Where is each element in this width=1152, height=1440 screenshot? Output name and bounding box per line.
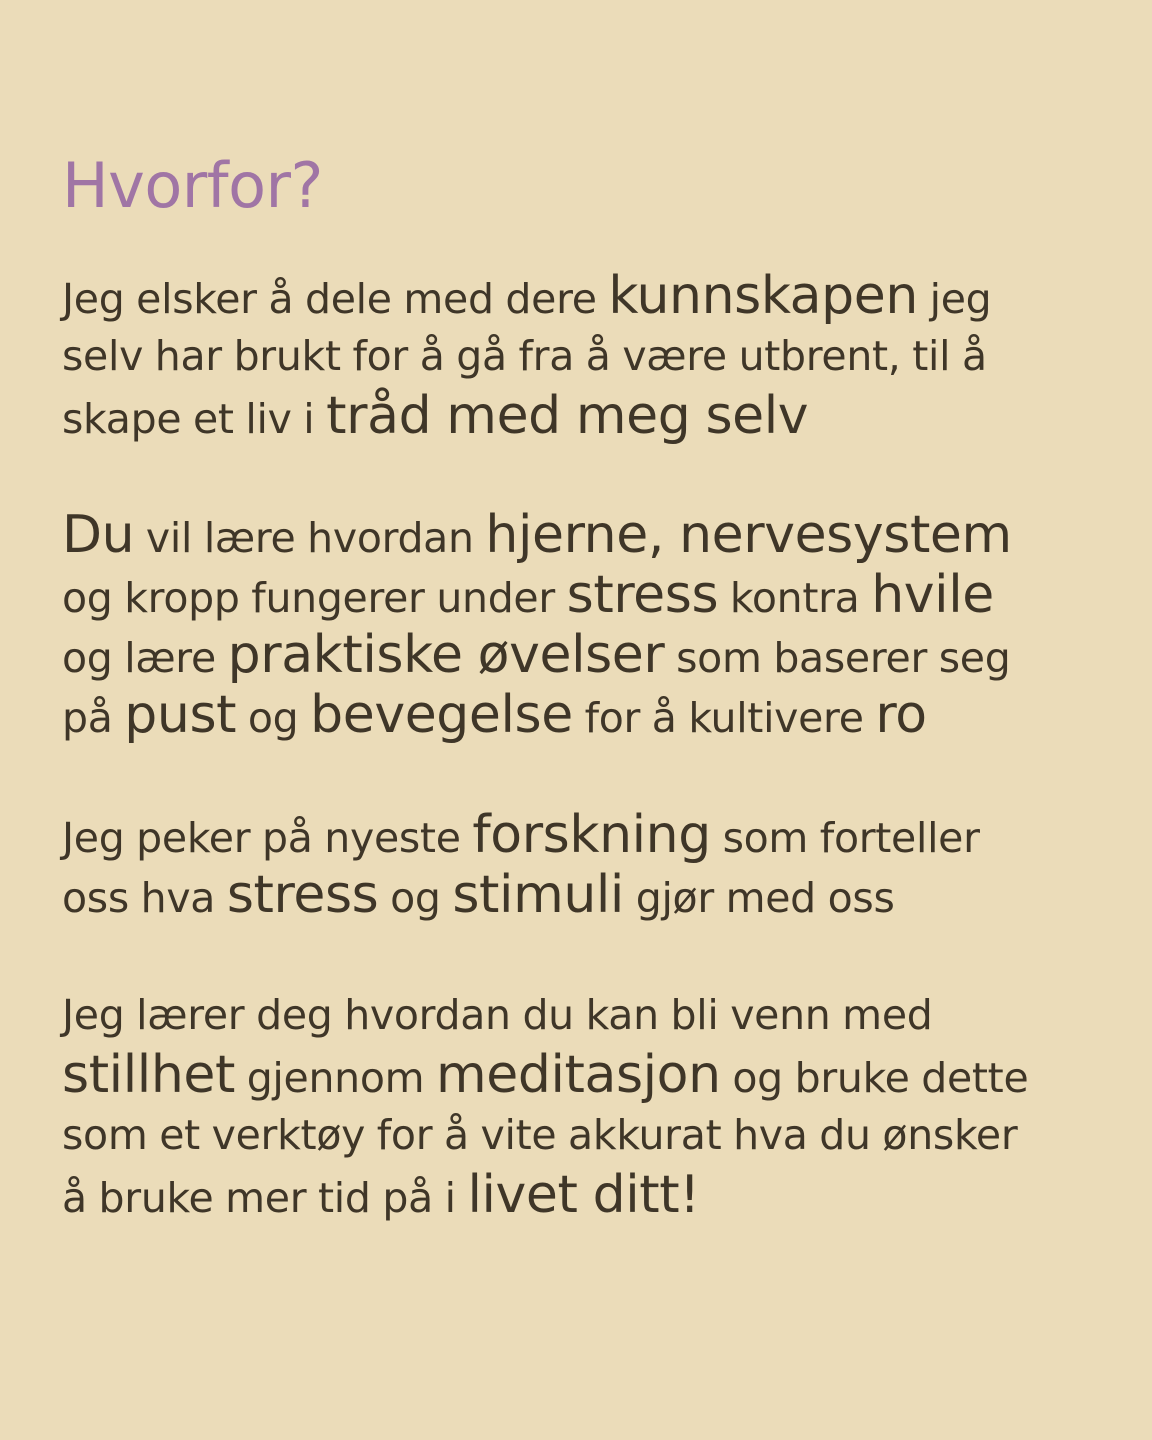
body-text: kontra [718,574,872,622]
emphasized-text: tråd med meg selv [326,386,809,446]
paragraph-what-you-learn [62,505,1132,745]
text-line [62,685,1132,745]
body-text: oss hva [62,874,227,922]
body-text: og bruke dette [720,1054,1029,1102]
page-title: Hvorfor? [62,149,323,222]
text-line [62,1105,1132,1165]
text-line [62,1045,1132,1105]
body-text: jeg [917,275,992,323]
body-text: skape et liv i [62,395,327,443]
emphasized-text: stress [226,865,379,925]
text-line [62,386,1132,446]
body-text: vil lære hvordan [134,514,486,562]
emphasized-text: forskning [472,805,711,865]
body-text: og kropp fungerer under [62,574,567,622]
body-text: å bruke mer tid på i [62,1174,468,1222]
emphasized-text: stillhet [62,1045,235,1105]
body-text: Jeg lærer deg hvordan du kan bli venn med [62,991,933,1039]
body-text: for å kultivere [572,694,876,742]
emphasized-text: Du [62,505,135,565]
emphasized-text: stimuli [452,865,624,925]
text-line [62,1165,1132,1225]
text-line [62,985,1132,1045]
body-text: Jeg peker på nyeste [62,814,473,862]
emphasized-text: meditasjon [435,1045,721,1105]
paragraph-sharing-knowledge [62,266,1132,446]
text-line [62,565,1132,625]
paragraph-research [62,805,1132,925]
emphasized-text: hvile [871,565,994,625]
body-text: som baserer seg [664,634,1011,682]
text-line [62,865,1132,925]
body-text: som et verktøy for å vite akkurat hva du ønsker [62,1111,1018,1159]
body-text: gjør med oss [623,874,895,922]
paragraph-stillness [62,985,1132,1225]
body-text: selv har brukt for å gå fra å være utbrent, til å [62,332,987,380]
emphasized-text: hjerne, nervesystem [485,505,1012,565]
body-text: som forteller [710,814,980,862]
text-line [62,505,1132,565]
emphasized-text: bevegelse [310,685,573,745]
text-line [62,625,1132,685]
emphasized-text: praktiske øvelser [227,625,665,685]
body-text: gjennom [234,1054,436,1102]
emphasized-text: ro [875,685,927,745]
emphasized-text: stress [566,565,719,625]
body-text: på [62,694,125,742]
emphasized-text: kunnskapen [608,266,918,326]
text-line [62,805,1132,865]
emphasized-text: pust [124,685,237,745]
body-text: og lære [62,634,228,682]
body-text: og [236,694,311,742]
emphasized-text: livet ditt! [467,1165,700,1225]
text-line [62,326,1132,386]
body-text: Jeg elsker å dele med dere [62,275,609,323]
text-line [62,266,1132,326]
body-text: og [378,874,453,922]
